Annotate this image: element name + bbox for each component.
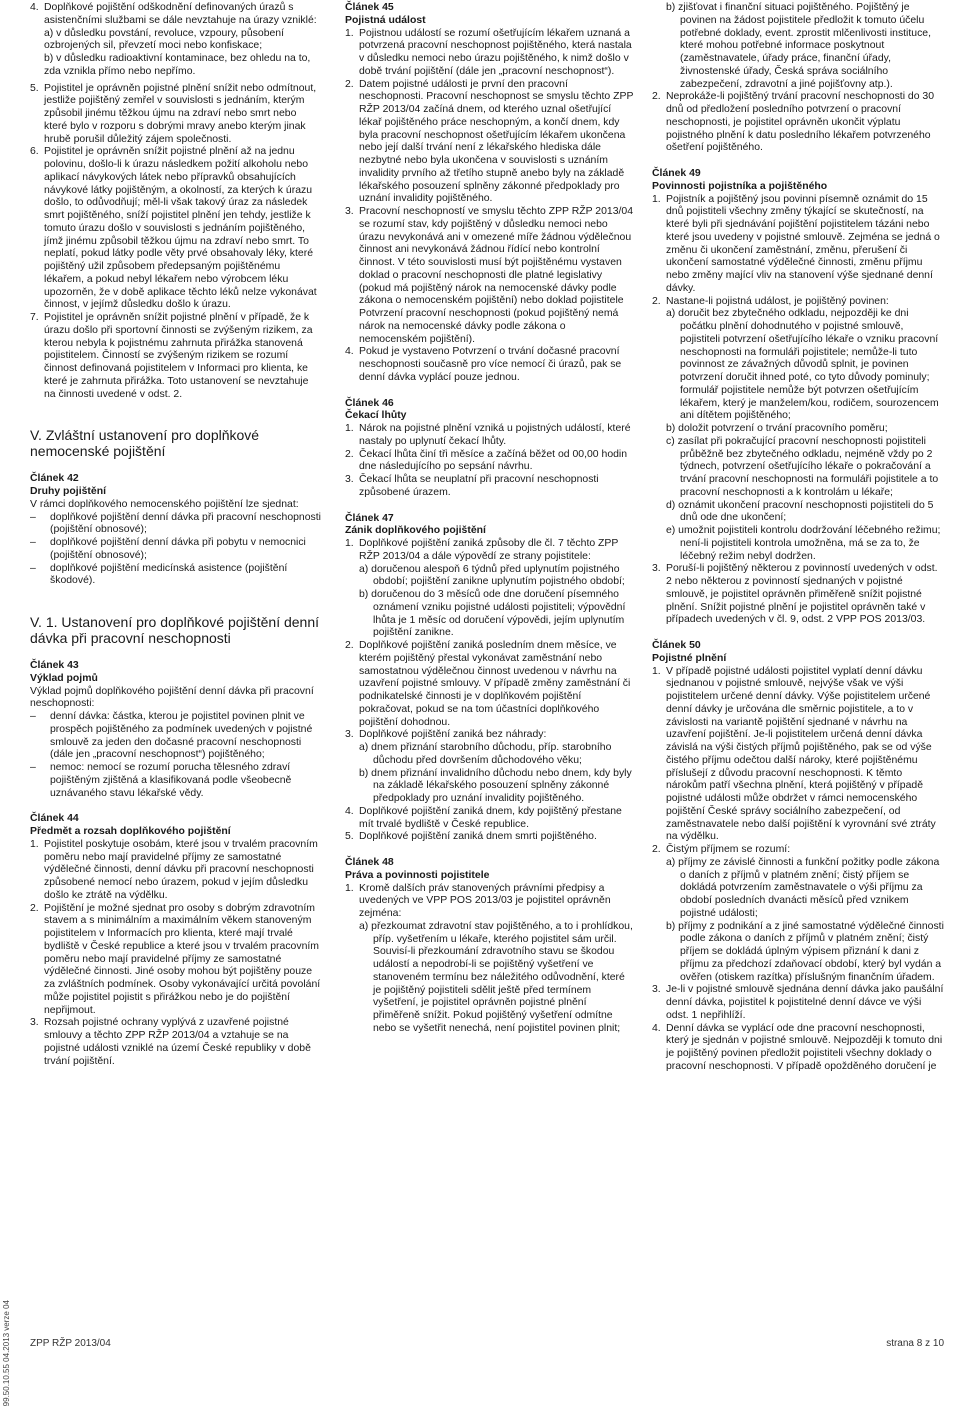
clause-text: Datem pojistné události je první den pracovní neschopnosti. Pracovní neschopnost se smyslu těchto ZPP RŽP 2013/04 začíná dnem, od kterého uznal ošetřující lékař pojištěného práce neschopným, a končí dnem, kdy byla pracovní neschopnost ošetřujícím lékařem ukončena nebo její další trvání není z lékařského hlediska dále nezbytné nebo byla ukončena v souvislosti s uznáním invalidity prvního až třetího stupně anebo byly na základě lékařského posouzení splněny zákonné předpoklady pro uznání invalidity pojištěného. <box>359 78 634 205</box>
clause-6 <box>30 146 322 312</box>
dash: – <box>30 762 36 773</box>
clause-number: 1. <box>30 838 39 850</box>
article-title: Článek 50 <box>652 640 701 651</box>
paragraph: V rámci doplňkového nemocenského pojištění lze sjednat: <box>30 498 299 510</box>
clause <box>652 1023 944 1074</box>
article-title: Článek 45 <box>345 2 394 13</box>
article-subtitle: Pojistná událost <box>345 14 426 26</box>
clause <box>345 423 635 449</box>
clause <box>30 839 322 903</box>
clause-number: 3. <box>30 1017 39 1029</box>
sub-clause: a) doručit bez zbytečného odkladu, nejpozději ke dni počátku plnění dohodnutého v pojistné smlouvě, pojistiteli potvrzení ošetřujícího lékaře o vzniku pracovní neschopnosti na formuláři pojistitele; nemůže-li tuto povinnost ze závažných důvodů splnit, je povinen potvrzení doručit ihned poté, co tyto důvody pominuly; formulář pojistitele nemůže být potvrzen ošetřujícím lékařem, který je manželem/kou, rodičem, sourozencem ani dítětem pojištěného; <box>666 308 939 422</box>
clause-number: 2. <box>652 295 661 307</box>
clause-number: 2. <box>652 91 661 103</box>
clause-number: 1. <box>652 665 661 677</box>
article-title: Článek 44 <box>30 813 79 825</box>
clause-text: Je-li v pojistné smlouvě sjednána denní dávka jako paušální denní dávka, pojistitel k pojistitelné denní dávce ve výši odst. 1 nepřihlíží. <box>666 984 944 1021</box>
sub-clause: d) oznámit ukončení pracovní neschopnosti pojistiteli do 5 dnů ode dne ukončení; <box>666 499 934 524</box>
clause-7 <box>30 312 322 401</box>
list-item <box>30 711 322 762</box>
clause-text: Doplňkové pojištění zaniká bez náhrady: <box>359 729 547 741</box>
clause-number: 1. <box>652 193 661 205</box>
clause <box>345 538 635 564</box>
clause-text: Pojistnou událostí se rozumí ošetřujícím lékařem uznaná a potvrzená pracovní neschopnost pojištěného, která nastala v důsledku nemoci nebo úrazu pojištěného, k nimž došlo v době trvání pojištění (dále jen „pracovní neschopnost“). <box>359 27 632 77</box>
article-subtitle: Předmět a rozsah doplňkového pojištění <box>30 826 231 837</box>
clause-number: 3. <box>345 206 354 217</box>
clause-number: 4. <box>652 1022 661 1034</box>
clause-text: Poruší-li pojištěný některou z povinností uvedených v odst. 2 nebo některou z povinností sjednaných v pojistné smlouvě, je pojistitel oprávněn přiměřeně snížit pojistné plnění. Snížit pojistné plnění je pojistitel oprávněn také v případech uvedených v čl. 9, odst. 2 VPP POS 2013/03. <box>666 563 938 626</box>
clause-text: Pojistitel je oprávněn snížit pojistné plnění v případě, že k úrazu došlo při sportovní činnosti se zvýšeným rizikem, za kterou nebyla k pojistnému zahrnuta přirážka stanovená pojistitelem. Činností se zvýšeným rizikem se rozumí činnost definovaná pojistitelem v Informaci pro klienta, ke které je zahrnuta přirážka. Toto ustanovení se nevztahuje na činnosti uvedené v odst. 2. <box>44 312 313 400</box>
article-subtitle: Čekací lhůty <box>345 410 407 422</box>
clause-text: Pojistitel je oprávněn pojistné plnění snížit nebo odmítnout, jestliže pojištěný zemřel v souvislosti s jednáním, kterým způsobil jinému těžkou újmu na zdraví nebo smrt nebo které bylo v rozporu s dobrými mravy anebo kterým jinak hrubě porušil důležitý zájem společnosti. <box>44 82 317 145</box>
page-number: strana 8 z 10 <box>886 1338 944 1349</box>
column-2 <box>345 2 635 1036</box>
clause-text: Pojištění je možné sjednat pro osoby s dobrým zdravotním stavem a s minimálním a maximálním věkem stanoveným pojistitelem v Informacích pro klienta, které mají trvalé bydliště v České republice a které jsou v trvalém pracovním poměru nebo mají pravidelné příjmy ze samostatné výdělečné činnosti. Jiné osoby mohou být pojištěny pouze za zvláštních podmínek. Osoby vykonávající určitá povolání může pojistitel pojistit s přirážkou nebo je do pojištění nepřijmout. <box>44 902 321 1016</box>
sub-clause: b) zjišťovat i finanční situaci pojištěného. Pojištěný je povinen na žádost pojistitele předložit k tomuto účelu potřebné doklady, event. zprostit mlčenlivosti instituce, které mohou potřebné informace poskytnout (zaměstnavatele, úřady práce, finanční úřady, živnostenské úřady, Česká správa sociálního zabezpečení, zdravotní a jiné pojišťovny atp.). <box>666 2 932 90</box>
clause-text: Pracovní neschopností ve smyslu těchto ZPP RŽP 2013/04 se rozumí stav, kdy pojištěný v důsledku nemoci nebo úrazu nevykonává ani v omezené míře žádnou výdělečnou činnost ani nevykonává žádnou řídící nebo kontrolní činnost. V této souvislosti musí být pojištěnému vystaven doklad o pracovní neschopnosti dle platné legislativy (pokud má pojištěný nárok na nemocenské dávky podle zákona o nemocenském pojištění) nebo doklad pojistitele Potvrzení pracovní neschopnosti (pokud pojištěný nemá nárok na nemocenské dávky podle zákona o nemocenském pojištění). <box>359 206 634 345</box>
list-text: nemoc: nemocí se rozumí porucha tělesného zdraví pojištěným zjištěná a klasifikovaná podle všeobecně uznávaného stavu lékařské vědy. <box>50 762 292 799</box>
article-title: Článek 42 <box>30 473 79 485</box>
clause <box>345 883 635 921</box>
clause-5 <box>30 83 322 147</box>
article-subtitle: Výklad pojmů <box>30 672 98 684</box>
dash: – <box>30 711 36 722</box>
article-title: Článek 47 <box>345 512 394 524</box>
clause-text: Čekací lhůta se neuplatní při pracovní neschopnosti způsobené úrazem. <box>359 474 599 498</box>
column-1 <box>30 2 322 1068</box>
list-text: doplňkové pojištění denní dávka při pracovní neschopnosti (pojištění obnosové); <box>50 511 321 536</box>
clause-number: 2. <box>345 448 354 460</box>
clause <box>345 206 635 346</box>
clause-text: Doplňkové pojištění zaniká způsoby dle čl. 7 těchto ZPP RŽP 2013/04 a dále výpovědí ze strany pojistitele: <box>359 538 619 562</box>
sub-clause: b) příjmy z podnikání a z jiné samostatné výdělečné činnosti podle zákona o daních z příjmů v platném znění; čistý příjem se dokládá úplným výpisem přiznání k dani z příjmu za předchozí zdaňovací období, který byl vydán a ověřen (otiskem razítka) příslušným finančním úřadem. <box>666 920 944 983</box>
article-subtitle: Druhy pojištění <box>30 486 106 497</box>
clause-text: Doplňkové pojištění odškodnění definovaných úrazů s asistenčními službami se dále nevztahuje na úrazy vzniklé: <box>44 2 317 26</box>
clause <box>652 296 944 309</box>
clause <box>30 903 322 1018</box>
sub-clause: c) zasílat při pokračující pracovní neschopnosti pojistiteli průběžně bez zbytečného odkladu, nejméně vždy po 2 týdnech, potvrzení ošetřujícího lékaře o pokračování a trvání pracovní neschopnosti na formuláři pojistitele a to pracovní neschopnosti a k kontrolám u lékaře; <box>666 435 939 498</box>
clause <box>345 28 635 79</box>
clause <box>345 640 635 729</box>
clause-number: 2. <box>652 844 661 855</box>
clause-text: Doplňkové pojištění zaniká posledním dnem měsíce, ve kterém pojištěný přestal vykonávat zaměstnání nebo samostatnou výdělečnou činnost uvedenou v návrhu na uzavření pojistné smlouvy. V případě změny zaměstnání či podnikatelské činnosti je v doplňkovém pojištění pokračovat, pokud se na tom účastníci doplňkového pojištění dohodnou. <box>359 640 631 728</box>
article-subtitle: Práva a povinnosti pojistitele <box>345 869 490 881</box>
clause-number: 2. <box>345 640 354 651</box>
clause-number: 1. <box>345 538 354 549</box>
clause-number: 1. <box>345 27 354 39</box>
clause <box>652 666 944 845</box>
clause-number: 2. <box>345 78 354 90</box>
sub-clause: a) příjmy ze závislé činnosti a funkční požitky podle zákona o daních z příjmů v platném znění; čistý příjem se dokládá potvrzením zaměstnavatele o výši příjmu za období posledních dvanácti měsíců před vznikem pojistné události; <box>666 856 940 919</box>
clause-number: 1. <box>345 423 354 434</box>
clause-text: Čekací lhůta činí tři měsíce a začíná běžet od 00,00 hodin dne následujícího po sepsání návrhu. <box>359 448 628 473</box>
article-title: Článek 48 <box>345 857 394 868</box>
article-subtitle: Pojistné plnění <box>652 652 727 664</box>
clause <box>652 844 944 857</box>
clause-text: Pojistitel poskytuje osobám, které jsou v trvalém pracovním poměru nebo mají pravidelné příjmy ze samostatné výdělečné činnosti, denní dávku při pracovní neschopnosti způsobené nemocí nebo úrazem, pokud v jejím důsledku došlo ke ztrátě na výdělku. <box>44 838 318 901</box>
clause-text: Pojistitel je oprávněn snížit pojistné plnění až na jednu polovinu, došlo-li k úrazu následkem požití alkoholu nebo aplikací návykových látek nebo přípravků obsahujících návykové látky pojištěným, a okolností, za kterých k úrazu došlo, to odůvodňují; měl-li však takový úraz za následek smrt pojištěného, sníží pojistitel plnění jen tehdy, jestliže k tomuto úrazu došlo v souvislosti s jednáním pojištěného, jímž jinému způsobil těžkou újmu na zdraví nebo smrt. To neplatí, pokud látky podle věty prvé obsahovaly léky, které pojištěný užil způsobem předepsaným pojištěnému lékařem, a pokud nebyl lékařem nebo výrobcem léku upozorněn, že v době aplikace těchto léků nelze vykonávat činnost, v jejímž důsledku došlo k úrazu. <box>44 146 317 311</box>
clause <box>345 346 635 384</box>
list-item <box>30 512 322 538</box>
paragraph: Výklad pojmů doplňkového pojištění denní dávka při pracovní neschopnosti: <box>30 685 314 710</box>
article-title: Článek 43 <box>30 660 79 671</box>
clause <box>345 729 635 742</box>
sub-clause: a) dnem přiznání starobního důchodu, příp. starobního důchodu před dovršením důchodového věku; <box>359 742 612 766</box>
clause-text: Nárok na pojistné plnění vzniká u pojistných událostí, které nastaly po uplynutí čekací lhůty. <box>359 423 631 447</box>
clause <box>652 563 944 627</box>
clause-number: 3. <box>652 563 661 575</box>
clause-text: Nastane-li pojistná událost, je pojištěný povinen: <box>666 295 889 307</box>
clause-4b: b) v důsledku radioaktivní kontaminace, bez ohledu na to, zda vznikla přímo nebo nepřímo. <box>44 53 311 77</box>
clause-number: 5. <box>30 82 39 94</box>
article-subtitle: Povinnosti pojistníka a pojištěného <box>652 180 828 192</box>
list-item <box>30 537 322 563</box>
clause <box>345 449 635 475</box>
list-text: doplňkové pojištění denní dávka při pobytu v nemocnici (pojištění obnosové); <box>50 537 306 561</box>
sub-clause: b) doložit potvrzení o trvání pracovního poměru; <box>666 423 888 434</box>
column-3 <box>652 2 944 1074</box>
clause-text: Doplňkové pojištění zaniká dnem smrti pojištěného. <box>359 831 597 843</box>
dash: – <box>30 511 36 523</box>
clause-text: Rozsah pojistné ochrany vyplývá z uzavřené pojistné smlouvy a těchto ZPP RŽP 2013/04 a vztahuje se na pojistné události vzniklé na území České republiky v době trvání pojištění. <box>44 1017 311 1067</box>
dash: – <box>30 562 36 574</box>
dash: – <box>30 537 36 548</box>
list-text: doplňkové pojištění medicínská asistence (pojištění škodové). <box>50 562 288 587</box>
article-subtitle: Zánik doplňkového pojištění <box>345 525 486 537</box>
clause-text: Denní dávka se vyplácí ode dne pracovní neschopnosti, který je sjednán v pojistné smlouvě. Nejpozději k tomuto dni je pojištěný povinen předložit pojistiteli všechny doklady o pracovní neschopnosti. V případě opožděného doručení je <box>666 1022 943 1072</box>
clause-number: 5. <box>345 831 354 843</box>
list-item <box>30 563 322 589</box>
clause-text: V případě pojistné události pojistitel vyplatí denní dávku sjednanou v pojistné smlouvě, nejvýše však ve výši pojistitelem určené denní dávky. Výše pojistitelem určené denní dávky je určována dle směrnic pojistitele, a to v závislosti na variantě pojištění sjednané v návrhu na uzavření pojištění. Je-li pojistitelem určená denní dávka závislá na výši čistých příjmů pojištěného, pak se od výše čistého příjmu odečtou další nároky, které pojištěnému příslušejí z důvodu pracovní neschopnosti. K těmto nárokům patří všechna plnění, která pojištěný v případě pojistné události může obdržet v rámci nemocenského pojištění České správy sociálního zabezpečení, od zaměstnavatele nebo další pojištění k vyrovnání své ztráty na výdělku. <box>666 665 936 843</box>
clause-4a: a) v důsledku povstání, revoluce, vzpoury, působení ozbrojených sil, převzetí moci nebo konfiskace; <box>44 27 285 52</box>
article-title: Článek 46 <box>345 397 394 409</box>
clause <box>345 79 635 207</box>
clause <box>345 806 635 832</box>
sub-clause: a) přezkoumat zdravotní stav pojištěného, a to i prohlídkou, příp. vyšetřením u lékaře, kterého pojistitel sám určil. Souvisí-li přezkoumání zdravotního stavu se škodou událostí a nepodrobí-li se pojištěný vyšetření ve stanoveném termínu bez náležitého odůvodnění, které je pojištěný pojistiteli sdělit ještě před termínem vyšetření, je pojistitel oprávněn pojistné plnění přiměřeně snížit. Pokud pojištěný vyšetření odmítne nebo se vyšetřit nenechá, není pojistitel povinen plnit; <box>359 920 633 1034</box>
document-code-sidebar <box>2 1300 16 1406</box>
sub-clause: a) doručenou alespoň 6 týdnů před uplynutím pojistného období; pojištění zanikne uplynutím pojistného období; <box>359 563 625 588</box>
clause <box>30 1017 322 1068</box>
clause-number: 7. <box>30 312 39 323</box>
clause-text: Pojistník a pojištěný jsou povinni písemně oznámit do 15 dnů pojistiteli všechny změny týkající se skutečností, na které byli při sjednávání pojištění pojistitelem tázáni nebo které jsou uvedeny v pojistné smlouvě. Zejména se jedná o změnu či ukončení zaměstnání, změnu, přerušení či ukončení samostatné výdělečné činnosti, změnu příjmu nebo změny mající vliv na stanovení výše sjednané denní dávky. <box>666 193 940 294</box>
section-heading: V. Zvláštní ustanovení pro doplňkové nemocenské pojištění <box>30 427 260 460</box>
clause <box>345 831 635 844</box>
clause-text: Čistým příjmem se rozumí: <box>666 844 791 855</box>
clause-number: 3. <box>345 729 354 741</box>
document-code: 99.50.10.55 04.2013 verze 04 <box>2 1300 11 1406</box>
clause-number: 4. <box>30 2 39 13</box>
footer-doc-name: ZPP RŽP 2013/04 <box>30 1338 111 1349</box>
sub-clause: e) umožnit pojistiteli kontrolu dodržování léčebného režimu; není-li pojistiteli kontrola umožněna, má se za to, že léčebný režim nebyl dodržen. <box>666 525 941 562</box>
section-heading: V. 1. Ustanovení pro doplňkové pojištění denní dávka při pracovní neschopnosti <box>30 614 320 646</box>
clause <box>652 91 944 155</box>
list-text: denní dávka: částka, kterou je pojistitel povinen plnit ve prospěch pojištěného za podmínek uvedených v pojistné smlouvě za jeden den dočasné pracovní neschopnosti (dále jen „pracovní neschopnost“) pojištěného; <box>50 711 313 761</box>
clause-4 <box>30 2 322 28</box>
clause-number: 4. <box>345 805 354 817</box>
clause <box>652 194 944 296</box>
clause-text: Kromě dalších práv stanovených právními předpisy a uvedených ve VPP POS 2013/03 je pojistitel oprávněn zejména: <box>359 882 611 919</box>
clause-text: Neprokáže-li pojištěný trvání pracovní neschopnosti do 30 dnů od předložení posledního potvrzení o pracovní neschopnosti, je pojistitel oprávněn ukončit výplatu pojistného plnění k datu posledního lékařem potvrzeného ošetření pojištěného. <box>666 91 935 154</box>
sub-clause: b) dnem přiznání invalidního důchodu nebo dnem, kdy byly na základě lékařského posouzení splněny zákonné předpoklady pro uznání invalidity pojištěného. <box>359 767 632 804</box>
clause-number: 6. <box>30 146 39 158</box>
clause-text: Doplňkové pojištění zaniká dnem, kdy pojištěný přestane mít trvalé bydliště v České republice. <box>359 805 622 830</box>
clause-number: 4. <box>345 346 354 358</box>
sub-clause: b) doručenou do 3 měsíců ode dne doručení písemného oznámení vzniku pojistné události pojistiteli; výpovědní lhůta je 1 měsíc od doručení výpovědi, jejím uplynutím pojištění zanikne. <box>359 589 626 639</box>
clause-number: 1. <box>345 882 354 894</box>
list-item <box>30 762 322 800</box>
clause-number: 3. <box>345 474 354 485</box>
clause-number: 2. <box>30 902 39 914</box>
clause <box>652 984 944 1022</box>
clause <box>345 474 635 500</box>
clause-number: 3. <box>652 984 661 996</box>
article-title: Článek 49 <box>652 168 701 179</box>
clause-text: Pokud je vystaveno Potvrzení o trvání dočasné pracovní neschopnosti současně pro více nemocí či úrazů, pak se denní dávka vyplácí pouze jednou. <box>359 346 622 383</box>
